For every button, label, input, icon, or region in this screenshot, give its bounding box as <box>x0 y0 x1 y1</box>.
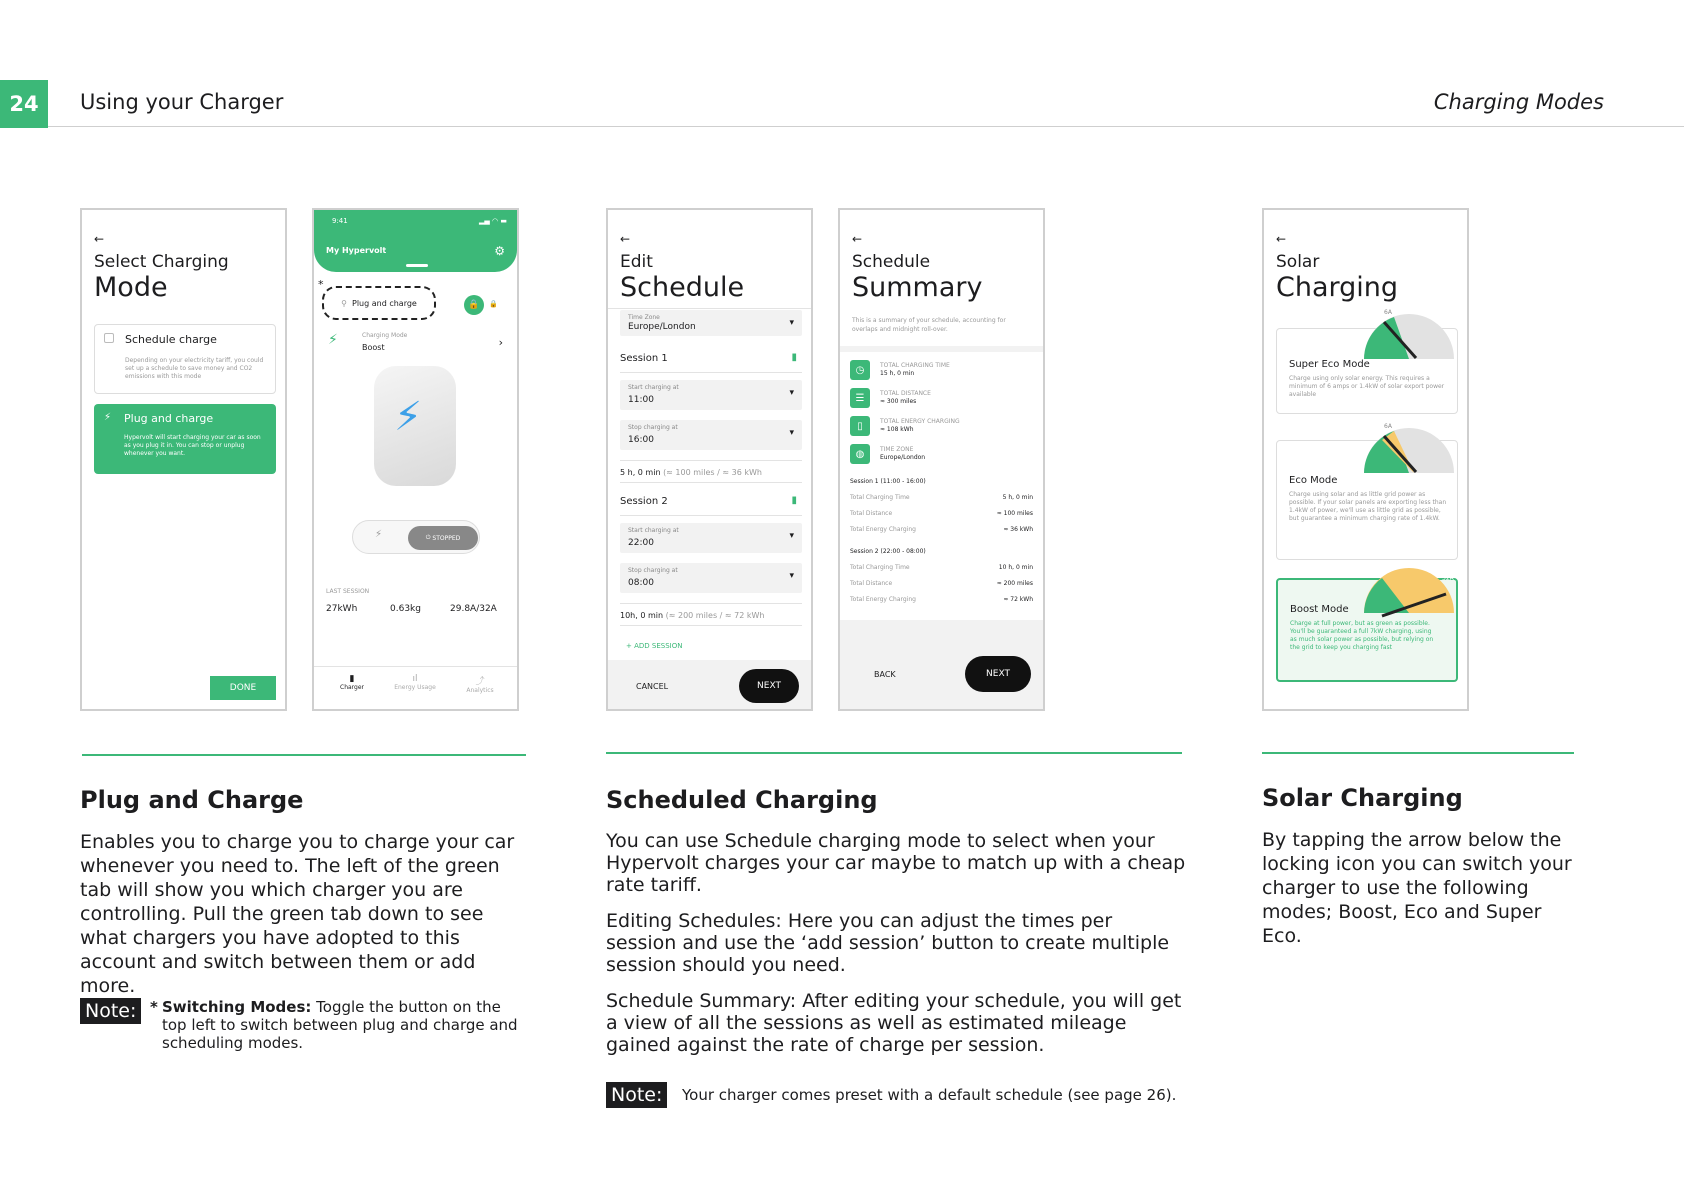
gauge-label: 6A <box>1384 423 1392 430</box>
summary-time: 10h, 0 min <box>620 611 664 620</box>
header-title: Using your Charger <box>80 90 284 114</box>
session2-start-select[interactable] <box>620 523 802 553</box>
item-value: ≈ 108 kWh <box>880 426 914 433</box>
back-arrow-icon[interactable]: ← <box>1276 232 1287 246</box>
divider <box>620 482 802 483</box>
item-label: TOTAL ENERGY CHARGING <box>880 418 960 425</box>
cancel-button[interactable]: CANCEL <box>636 682 669 691</box>
start-stop-toggle[interactable] <box>352 520 480 554</box>
app-name: My Hypervolt <box>326 246 387 255</box>
caret-down-icon: ▾ <box>789 531 794 541</box>
field-value: 08:00 <box>628 578 654 588</box>
back-button[interactable]: BACK <box>874 670 896 679</box>
gear-icon[interactable]: ⚙ <box>494 244 505 258</box>
page-number: 24 <box>0 80 48 128</box>
summary-intro: This is a summary of your schedule, accounting for overlaps and midnight roll-over. <box>852 317 1006 333</box>
solar-heading: Solar Charging <box>1262 784 1463 812</box>
divider <box>620 460 802 461</box>
row-label: Total Energy Charging <box>850 596 916 603</box>
field-label: Time Zone <box>628 314 660 321</box>
nav-divider <box>314 666 517 667</box>
section-title: Charging Modes <box>1433 90 1604 114</box>
mode-desc: Charge using only solar energy. This requires a minimum of 6 amps or 1.4kW of solar export power available <box>1289 375 1445 398</box>
solar-divider <box>1262 752 1574 754</box>
stopped-state: ⏻ STOPPED <box>408 526 478 550</box>
row-label: Total Distance <box>850 510 893 517</box>
plug-body: Enables you to charge you to charge your car whenever you need to. The left of the green tab will show you which charger you are controlling. Pull the green tab down to see what chargers you have adopted to this account and switch between them or add more. <box>80 831 515 997</box>
schedule-charge-option[interactable] <box>94 324 276 394</box>
summary-detail: (≈ 200 miles / ≈ 72 kWh <box>665 611 765 620</box>
row-label: Total Charging Time <box>850 494 910 501</box>
plug-icon: ⚲ <box>341 298 347 308</box>
next-button[interactable]: NEXT <box>739 669 799 703</box>
plug-note-text <box>162 998 518 1052</box>
option-desc: Depending on your electricity tariff, you could set up a schedule to save money and CO2 emissions with this mode <box>125 357 264 380</box>
divider <box>608 308 811 309</box>
plug-divider <box>82 754 526 756</box>
bar-chart-icon: ıl <box>412 674 418 684</box>
status-time: 9:41 <box>332 217 348 225</box>
solar-body: By tapping the arrow below the locking icon you can switch your charger to use the following modes; Boost, Eco and Super Eco. <box>1262 829 1572 947</box>
scheduled-divider <box>606 752 1182 754</box>
session2-title: Session 2 (22:00 - 08:00) <box>850 548 926 555</box>
trash-icon[interactable]: ▮ <box>791 352 797 363</box>
globe-icon: ◍ <box>850 444 870 464</box>
nav-label: Energy Usage <box>394 684 436 691</box>
list-icon: ☰ <box>850 388 870 408</box>
trash-icon[interactable]: ▮ <box>791 495 797 506</box>
summary-detail: (≈ 100 miles / ≈ 36 kWh <box>663 468 762 477</box>
header-divider <box>48 126 1684 127</box>
row-value: ≈ 100 miles <box>996 510 1033 517</box>
phone-schedule-summary <box>838 208 1045 711</box>
session1-title: Session 1 (11:00 - 16:00) <box>850 478 926 485</box>
divider <box>620 515 802 516</box>
row-value: 10 h, 0 min <box>998 564 1033 571</box>
status-icons: ▂▄ ◠ ▬ <box>479 217 507 225</box>
mode-desc: Charge using solar and as little grid power as possible. If your solar panels are exporting less than 1.4kW of power, we'll use as little grid as possible, but guarantee a minimum charging rate of 1.4kW. <box>1289 491 1447 522</box>
note-rest: Toggle the button on the top left to switch between plug and charge and scheduling modes. <box>162 998 518 1052</box>
screen-title-line2: Mode <box>94 272 168 303</box>
divider <box>620 372 802 373</box>
field-label: Start charging at <box>628 384 679 391</box>
charging-mode-value: Boost <box>362 343 385 352</box>
session2-title: Session 2 <box>620 496 668 507</box>
item-value: Europe/London <box>880 454 926 461</box>
calendar-icon <box>104 333 114 343</box>
mode-title: Boost Mode <box>1290 604 1349 615</box>
field-value: 11:00 <box>628 395 654 405</box>
last-session-label: LAST SESSION <box>326 588 370 595</box>
phone-home <box>312 208 519 711</box>
item-label: TOTAL CHARGING TIME <box>880 362 950 369</box>
phone-edit-schedule <box>606 208 813 711</box>
caret-down-icon: ▾ <box>789 388 794 398</box>
scheduled-heading: Scheduled Charging <box>606 786 878 814</box>
boost-gauge <box>1354 558 1464 618</box>
mode-label: Plug and charge <box>352 298 417 308</box>
chevron-right-icon[interactable]: › <box>498 336 503 349</box>
row-label: Total Charging Time <box>850 564 910 571</box>
session1-title: Session 1 <box>620 353 668 364</box>
row-value: ≈ 72 kWh <box>1003 596 1033 603</box>
done-button[interactable]: DONE <box>210 676 276 700</box>
plug-icon: ⚡ <box>104 412 112 423</box>
trend-icon: ⤴ <box>475 677 485 687</box>
session1-stop-select[interactable] <box>620 420 802 450</box>
plug-heading: Plug and Charge <box>80 786 304 814</box>
row-label: Total Distance <box>850 580 893 587</box>
row-label: Total Energy Charging <box>850 526 916 533</box>
divider <box>620 625 802 626</box>
battery-icon: ▯ <box>850 416 870 436</box>
phone-select-mode <box>80 208 287 711</box>
mode-title: Eco Mode <box>1289 475 1338 486</box>
note-star: * <box>150 998 158 1016</box>
scheduled-p1: You can use Schedule charging mode to select when your Hypervolt charges your car maybe to match up with a cheap rate tariff. <box>606 830 1186 896</box>
screen-title-line1: Schedule <box>852 252 931 272</box>
stopped-label: STOPPED <box>432 534 461 542</box>
field-label: Start charging at <box>628 527 679 534</box>
nav-energy-usage[interactable] <box>390 674 440 691</box>
item-label: TOTAL DISTANCE <box>880 390 931 397</box>
field-value: Europe/London <box>628 322 696 332</box>
section-gap <box>840 346 1043 352</box>
add-session-button[interactable]: + ADD SESSION <box>626 642 683 650</box>
super-eco-gauge <box>1354 304 1464 364</box>
divider <box>620 603 802 604</box>
item-value: ≈ 300 miles <box>880 398 917 405</box>
plug-note-label: Note: <box>80 998 141 1024</box>
option-title: Plug and charge <box>124 412 214 425</box>
timezone-select[interactable] <box>620 310 802 336</box>
nav-charger[interactable] <box>334 674 370 691</box>
green-tab[interactable] <box>314 210 517 272</box>
screen-title-line2: Summary <box>852 272 983 303</box>
field-label: Stop charging at <box>628 424 678 431</box>
plug-and-charge-option[interactable] <box>94 404 276 474</box>
drag-handle[interactable] <box>406 264 428 267</box>
option-desc: Hypervolt will start charging your car as soon as you plug it in. You can stop or unplug whenever you want. <box>124 434 261 457</box>
pylon-icon: ⚡ <box>328 332 338 348</box>
stat-current: 29.8A/32A <box>450 604 497 614</box>
field-value: 22:00 <box>628 538 654 548</box>
charger-image <box>374 366 456 486</box>
phone-solar-charging <box>1262 208 1469 711</box>
caret-down-icon: ▾ <box>789 428 794 438</box>
mode-toggle[interactable] <box>322 286 436 320</box>
unlock-icon[interactable]: 🔒 <box>489 300 498 308</box>
option-title: Schedule charge <box>125 333 217 346</box>
charging-mode-label: Charging Mode <box>362 332 408 339</box>
eco-gauge <box>1354 418 1464 478</box>
scheduled-p3: Schedule Summary: After editing your schedule, you will get a view of all the sessions as well as estimated mileage gained against the rate of charge per session. <box>606 990 1182 1056</box>
mode-desc: Charge at full power, but as green as possible. You'll be guaranteed a full 7kW charging, using as much solar power as possible, but relying on the grid to keep you charging fast <box>1290 620 1434 651</box>
summary-time: 5 h, 0 min <box>620 468 661 477</box>
session2-stop-select[interactable] <box>620 563 802 593</box>
screen-title-line1: Solar <box>1276 252 1320 272</box>
nav-label: Analytics <box>466 687 494 694</box>
lock-icon[interactable]: 🔒 <box>464 295 484 315</box>
session1-start-select[interactable] <box>620 380 802 410</box>
nav-label: Charger <box>340 684 364 691</box>
screen-title-line1: Select Charging <box>94 252 229 272</box>
row-value: ≈ 200 miles <box>996 580 1033 587</box>
clock-icon: ◷ <box>850 360 870 380</box>
session1-summary <box>620 468 762 477</box>
session2-summary <box>620 611 764 620</box>
bolt-icon: ⚡ <box>375 529 383 540</box>
caret-down-icon: ▾ <box>789 318 794 328</box>
screen-title-line2: Schedule <box>620 272 745 303</box>
stat-energy: 27kWh <box>326 604 358 614</box>
screen-title-line2: Charging <box>1276 272 1399 303</box>
note-bold: Switching Modes: <box>162 998 312 1016</box>
mode-title: Super Eco Mode <box>1289 359 1370 370</box>
row-value: ≈ 36 kWh <box>1003 526 1033 533</box>
nav-analytics[interactable] <box>460 674 500 694</box>
item-label: TIME ZONE <box>880 446 914 453</box>
back-arrow-icon[interactable]: ← <box>94 232 105 246</box>
field-value: 16:00 <box>628 435 654 445</box>
scheduled-note-text: Your charger comes preset with a default schedule (see page 26). <box>682 1086 1177 1104</box>
row-value: 5 h, 0 min <box>1002 494 1033 501</box>
stat-co2: 0.63kg <box>390 604 421 614</box>
back-arrow-icon[interactable]: ← <box>620 232 631 246</box>
field-label: Stop charging at <box>628 567 678 574</box>
gauge-label: 32A <box>1442 575 1454 582</box>
bolt-icon: ⚡ <box>394 394 423 440</box>
item-value: 15 h, 0 min <box>880 370 915 377</box>
scheduled-p2: Editing Schedules: Here you can adjust the times per session and use the ‘add session’ button to create multiple session should you need. <box>606 910 1170 976</box>
scheduled-note-label: Note: <box>606 1082 667 1108</box>
note-star: * <box>318 278 324 291</box>
charger-icon: ▮ <box>349 674 355 684</box>
back-arrow-icon[interactable]: ← <box>852 232 863 246</box>
gauge-label: 6A <box>1384 309 1392 316</box>
next-button[interactable]: NEXT <box>965 656 1031 692</box>
caret-down-icon: ▾ <box>789 571 794 581</box>
screen-title-line1: Edit <box>620 252 653 272</box>
